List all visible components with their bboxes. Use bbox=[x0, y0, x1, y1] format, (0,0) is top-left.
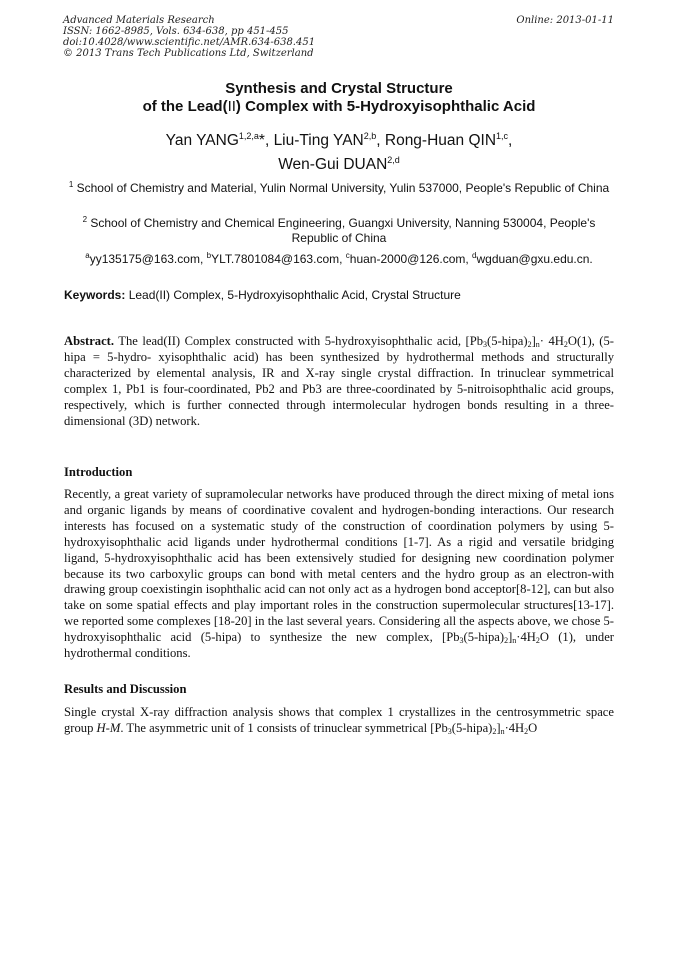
author-line-1 bbox=[40, 129, 638, 153]
affiliation-text: School of Chemistry and Material, Yulin Normal University, Yulin 537000, People's Republic of China bbox=[73, 181, 610, 195]
title-part: of the Lead( bbox=[142, 98, 228, 115]
formula-subscript: 2 bbox=[524, 726, 529, 736]
author-name: Wen-Gui DUAN bbox=[278, 156, 388, 173]
formula-subscript: 3 bbox=[447, 726, 452, 736]
abstract-text: · 4H bbox=[539, 334, 564, 348]
author-separator: , bbox=[508, 132, 513, 149]
formula-subscript: 2 bbox=[504, 636, 509, 646]
body-text: ] bbox=[496, 720, 501, 735]
author-affil-sup: 2,b bbox=[363, 131, 377, 141]
title-line-2 bbox=[40, 98, 638, 116]
author-list bbox=[40, 129, 638, 177]
formula-subscript: n bbox=[500, 726, 505, 736]
issn-line: ISSN: 1662-8985, Vols. 634-638, pp 451-455 bbox=[63, 26, 289, 37]
body-text: (5-hipa) bbox=[451, 720, 493, 735]
affiliation-1 bbox=[64, 181, 614, 196]
body-text: Single crystal X-ray diffraction analysis shows that complex 1 crystallizes in the centrosymmetric space group bbox=[64, 705, 614, 735]
author-affil-sup: 2,d bbox=[387, 155, 400, 165]
author-name: Rong-Huan QIN bbox=[384, 132, 497, 149]
abstract bbox=[64, 334, 614, 429]
body-text: (5-hipa) bbox=[463, 630, 505, 645]
body-text: ] bbox=[508, 630, 513, 645]
abstract-text: The lead(II) Complex constructed with 5-hydroxyisophthalic acid, [Pb bbox=[114, 334, 484, 348]
author-emails bbox=[64, 252, 614, 267]
doi-line: doi:10.4028/www.scientific.net/AMR.634-638.451 bbox=[63, 37, 316, 48]
online-date: Online: 2013-01-11 bbox=[516, 15, 614, 26]
formula-subscript: 2 bbox=[492, 726, 497, 736]
journal-name: Advanced Materials Research bbox=[63, 15, 215, 26]
affiliation-number: 1 bbox=[68, 180, 74, 189]
body-text: O bbox=[528, 720, 538, 735]
formula-subscript: 2 bbox=[535, 636, 540, 646]
author-separator: *, bbox=[258, 132, 274, 149]
title-part: ) Complex with 5-Hydroxyisophthalic Acid bbox=[235, 98, 536, 115]
formula-subscript: n bbox=[512, 636, 517, 646]
copyright-line: © 2013 Trans Tech Publications Ltd, Switzerland bbox=[63, 48, 314, 59]
email-sup: c bbox=[345, 251, 350, 260]
body-text: ·4H bbox=[504, 720, 525, 735]
body-text: Recently, a great variety of supramolecular networks have produced through the direct mixing of metal ions and organic ligands by means of coordinative covalent and hydrogen-bonding interactions. Our research interests has focused on a systematic study of the construction of coordination polymers by using 5-hydroxyisophthalic acid ligands under hydrothermal conditions [1-7]. As a rigid and versatile bridging ligand, 5-hydroxyisophthalic acid has been extensively studied for designing new coordination polymer because its two carboxylic groups can bond with metal centers and the hydro group as an electron-with drawing group coexistingin isophthalic acid can not only act as a hydrogen bond acceptor[8-12], can but also take on some spatial effects and play important roles in the construction supermolecular structures[13-17]. we reported some complexes [18-20] in the last several years. Considering all the aspects above, we chose 5-hydroxyisophthalic acid (5-hipa) to synthesize the new complex, [Pb bbox=[64, 487, 614, 645]
email-link[interactable]: YLT.7801084@163.com, bbox=[211, 252, 346, 266]
formula-subscript: n bbox=[535, 340, 540, 349]
email-link[interactable]: huan-2000@126.com, bbox=[349, 252, 473, 266]
email-link[interactable]: wgduan@gxu.edu.cn. bbox=[476, 252, 593, 266]
affiliation-2 bbox=[64, 216, 614, 246]
body-text: . The asymmetric unit of 1 consists of trinuclear symmetrical [Pb bbox=[120, 720, 448, 735]
section-heading-introduction: Introduction bbox=[64, 465, 133, 479]
author-name: Yan YANG bbox=[165, 132, 239, 149]
keywords-label: Keywords: bbox=[64, 288, 126, 302]
abstract-text: ] bbox=[531, 334, 536, 348]
journal-header bbox=[63, 15, 315, 59]
author-line-2 bbox=[40, 153, 638, 177]
formula-subscript: 3 bbox=[459, 636, 464, 646]
author-name: Liu-Ting YAN bbox=[273, 132, 364, 149]
keywords-text: Lead(II) Complex, 5-Hydroxyisophthalic Acid, Crystal Structure bbox=[125, 288, 461, 302]
formula-subscript: 2 bbox=[527, 340, 532, 349]
formula-subscript: 2 bbox=[563, 340, 568, 349]
author-affil-sup: 1,2,a bbox=[238, 131, 259, 141]
affiliation-text: School of Chemistry and Chemical Engineering, Guangxi University, Nanning 530004, People's Republic of China bbox=[87, 216, 596, 245]
formula-subscript: 3 bbox=[483, 340, 488, 349]
email-sup: b bbox=[206, 251, 212, 260]
author-separator: , bbox=[376, 132, 385, 149]
email-sup: a bbox=[85, 251, 90, 260]
author-affil-sup: 1,c bbox=[496, 131, 509, 141]
abstract-label: Abstract. bbox=[64, 334, 115, 348]
results-paragraph bbox=[64, 705, 614, 737]
email-sup: d bbox=[472, 251, 477, 260]
body-text: O (1), under hydrothermal conditions. bbox=[64, 630, 615, 661]
keywords bbox=[64, 288, 624, 303]
abstract-text: O(1), (5-hipa = 5-hydro- xyisophthalic acid) has been synthesized by hydrothermal methods and structurally characterized by elemental analysis, IR and X-ray single crystal diffraction. In trinuclear symmetrical complex 1, Pb1 is four-coordinated, Pb2 and Pb3 are three-coordinated by 5-nitroisophthalic acid groups, respectively, which is further connected through intermolecular hydrogen bonds resulting in a three-dimensional (3D) network. bbox=[64, 334, 614, 428]
paper-title bbox=[40, 80, 638, 116]
body-text: ·4H bbox=[516, 630, 536, 645]
introduction-paragraph bbox=[64, 487, 614, 662]
abstract-text: (5-hipa) bbox=[487, 334, 528, 348]
title-line-1: Synthesis and Crystal Structure bbox=[225, 80, 453, 97]
title-roman-numeral: II bbox=[227, 98, 236, 115]
affiliation-number: 2 bbox=[82, 215, 88, 224]
section-heading-results: Results and Discussion bbox=[64, 682, 187, 696]
space-group: H-M bbox=[96, 720, 121, 735]
email-link[interactable]: yy135175@163.com, bbox=[89, 252, 207, 266]
